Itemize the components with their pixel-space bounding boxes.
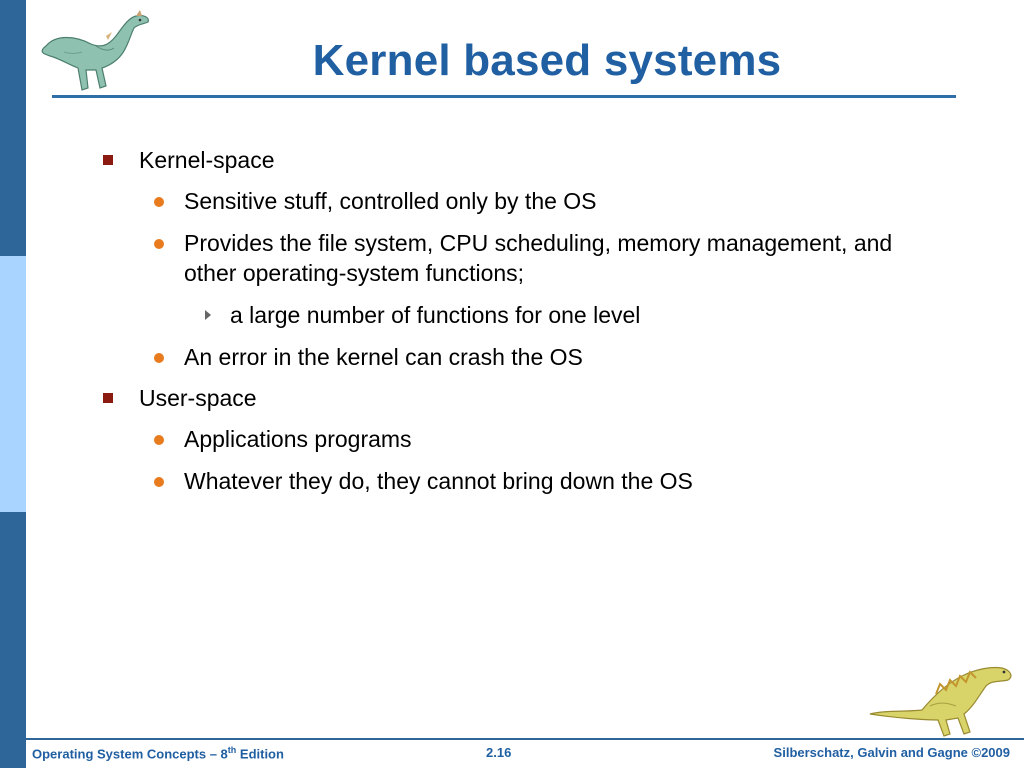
bullet-sensitive-stuff: Sensitive stuff, controlled only by the OS [184,188,597,214]
square-bullet-icon [103,155,113,165]
bullet-user-space: User-space [139,385,257,411]
dot-bullet-icon [154,477,164,487]
footer-rule [26,738,1024,740]
footer-copyright: Silberschatz, Galvin and Gagne ©2009 [773,745,1010,760]
bullet-whatever: Whatever they do, they cannot bring down the OS [184,468,693,494]
bullet-large-number: a large number of functions for one level [230,302,641,328]
footer-book-title [32,745,284,761]
footer-book-suffix: Edition [236,746,284,762]
bullet-kernel-space: Kernel-space [139,147,275,173]
square-bullet-icon [103,393,113,403]
bullet-provides-line2: other operating-system functions; [184,260,525,286]
dot-bullet-icon [154,197,164,207]
dinosaur-footer-icon [866,658,1016,738]
dot-bullet-icon [154,353,164,363]
footer-book-sup: th [227,745,237,755]
bullet-error-kernel: An error in the kernel can crash the OS [184,344,583,370]
bullet-provides-line1: Provides the file system, CPU scheduling, memory management, and [184,230,893,256]
slide-title: Kernel based systems [312,36,782,85]
dot-bullet-icon [154,435,164,445]
footer-book-prefix: Operating System Concepts – 8 [32,746,228,762]
footer-page-number: 2.16 [486,745,512,760]
bullet-applications: Applications programs [184,426,412,452]
triangle-bullet-icon [205,310,211,320]
dot-bullet-icon [154,239,164,249]
